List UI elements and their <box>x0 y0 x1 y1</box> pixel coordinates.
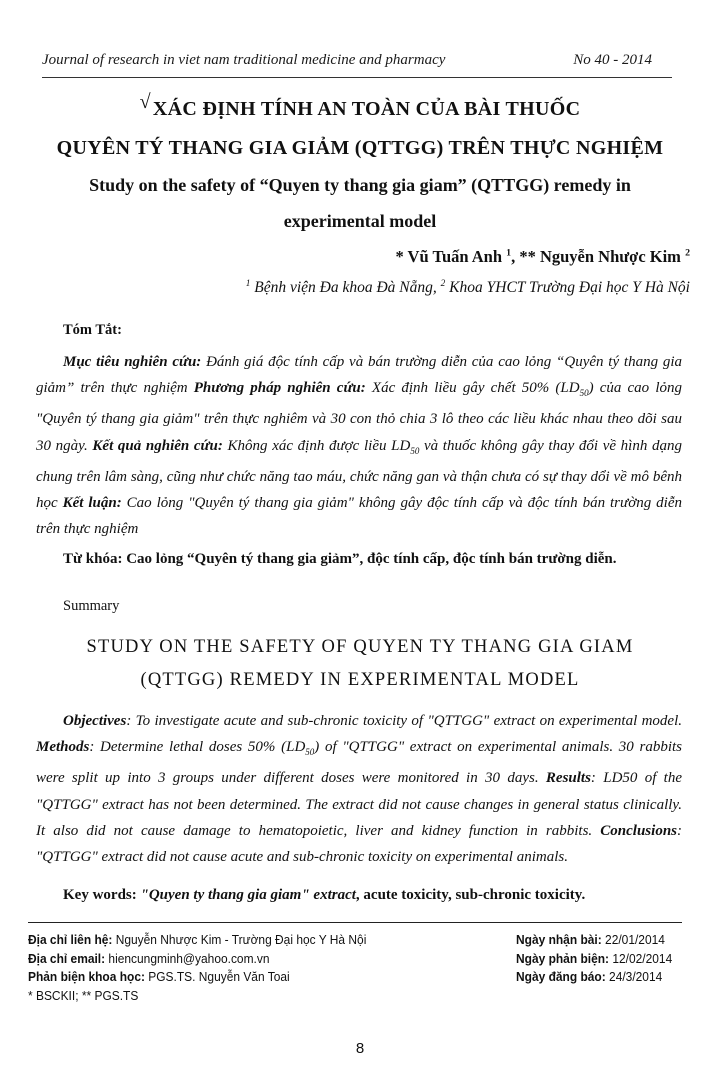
publication-dates <box>516 931 672 987</box>
summary-heading: Summary <box>63 598 120 614</box>
journal-name: Journal of research in viet nam traditional medicine and pharmacy <box>42 52 446 68</box>
authors: * Vũ Tuấn Anh $^1$, ** Nguyễn Nhược Kim $^2$ <box>395 247 690 266</box>
affiliations: $^1$ Bệnh viện Đa khoa Đà Nẵng, $^2$ Khoa YHCT Trường Đại học Y Hà Nội <box>245 279 690 297</box>
header-divider <box>42 77 672 78</box>
check-mark-icon: √ <box>139 91 151 113</box>
contact-info <box>28 931 366 1005</box>
contact-address: Địa chỉ liên hệ: Nguyễn Nhược Kim - Trường Đại học Y Hà Nội <box>28 932 367 947</box>
summary-title-line2: (QTTGG) REMEDY IN EXPERIMENTAL MODEL <box>140 670 580 690</box>
author-2: Nguyễn Nhược Kim <box>539 247 681 266</box>
title-en-line1: Study on the safety of “Quyen ty thang gia giam” (QTTGG) remedy in <box>89 175 631 195</box>
abstract-heading: Tóm Tắt: <box>63 322 122 338</box>
title-en-line2: experimental model <box>283 211 437 231</box>
footer-divider <box>28 922 682 923</box>
abstract-vn: Mục tiêu nghiên cứu: Đánh giá độc tính cấp và bán trường diễn của cao lỏng “Quyên tý thang gia giảm” trên thực nghiệm Phương pháp nghiên cứu: Xác định liều gây chết 50% $(LD_{50})$ của cao lỏng "Quyên tý thang gia giảm" trên thực nghiêm và 30 con thỏ chia 3 lô theo các liều khác nhau theo dõi sau 30 ngày. Kết quả nghiên cứu: Không xác định được liều $LD_{50}$ và thuốc không gây thay đổi về hình dạng chung trên lâm sàng, cũng như chức năng tao máu, chức năng gan và thận chưa có sự thay dổi về mô bênh học Kết luận: Cao lỏng "Quyên tý thang gia giảm" không gây độc tính cấp và độc tính bán trường diễn trên thực nghiệm <box>36 354 683 538</box>
date-reviewed: Ngày phản biện: 12/02/2014 <box>516 950 673 966</box>
author-1: Vũ Tuấn Anh <box>407 247 503 266</box>
issue-number: No 40 - 2014 <box>573 52 652 68</box>
contact-degrees: * BSCKII; ** PGS.TS <box>28 987 139 1003</box>
title-vn-line2: QUYÊN TÝ THANG GIA GIẢM (QTTGG) TRÊN THỰC NGHIỆM <box>56 137 664 159</box>
date-received: Ngày nhận bài: 22/01/2014 <box>516 932 665 947</box>
title-vn-line1: √ XÁC ĐỊNH TÍNH AN TOÀN CỦA BÀI THUỐC <box>139 91 581 120</box>
keywords-vn: Từ khóa: Cao lỏng “Quyên tý thang gia giảm”, độc tính cấp, độc tính bán trường diễn. <box>63 551 617 567</box>
page-number: 8 <box>355 1040 365 1057</box>
abstract-en: Objectives: To investigate acute and sub-chronic toxicity of "QTTGG" extract on experimental model. Methods: Determine lethal doses 50% $(LD_{50})$ of "QTTGG" extract on experimental animals. 30 rabbits were split up into 3 groups under different doses were monitored in 30 days. Results: LD50 of the "QTTGG" extract has not been determined. The extract did not cause changes in general status clinically. It also did not cause damage to hematopoietic, liver and kidney function in rabbits. Conclusions: "QTTGG" extract did not cause acute and sub-chronic toxicity on experimental animals. <box>36 713 683 866</box>
contact-email: Địa chỉ email: hiencungminh@yahoo.com.vn <box>28 950 270 966</box>
keywords-en: Key words: "Quyen ty thang gia giam" extract, acute toxicity, sub-chronic toxicity. <box>63 887 586 903</box>
date-published: Ngày đăng báo: 24/3/2014 <box>516 969 663 984</box>
contact-reviewer: Phản biện khoa học: PGS.TS. Nguyễn Văn Toai <box>28 969 290 984</box>
summary-title-line1: STUDY ON THE SAFETY OF QUYEN TY THANG GIA GIAM <box>86 637 634 657</box>
